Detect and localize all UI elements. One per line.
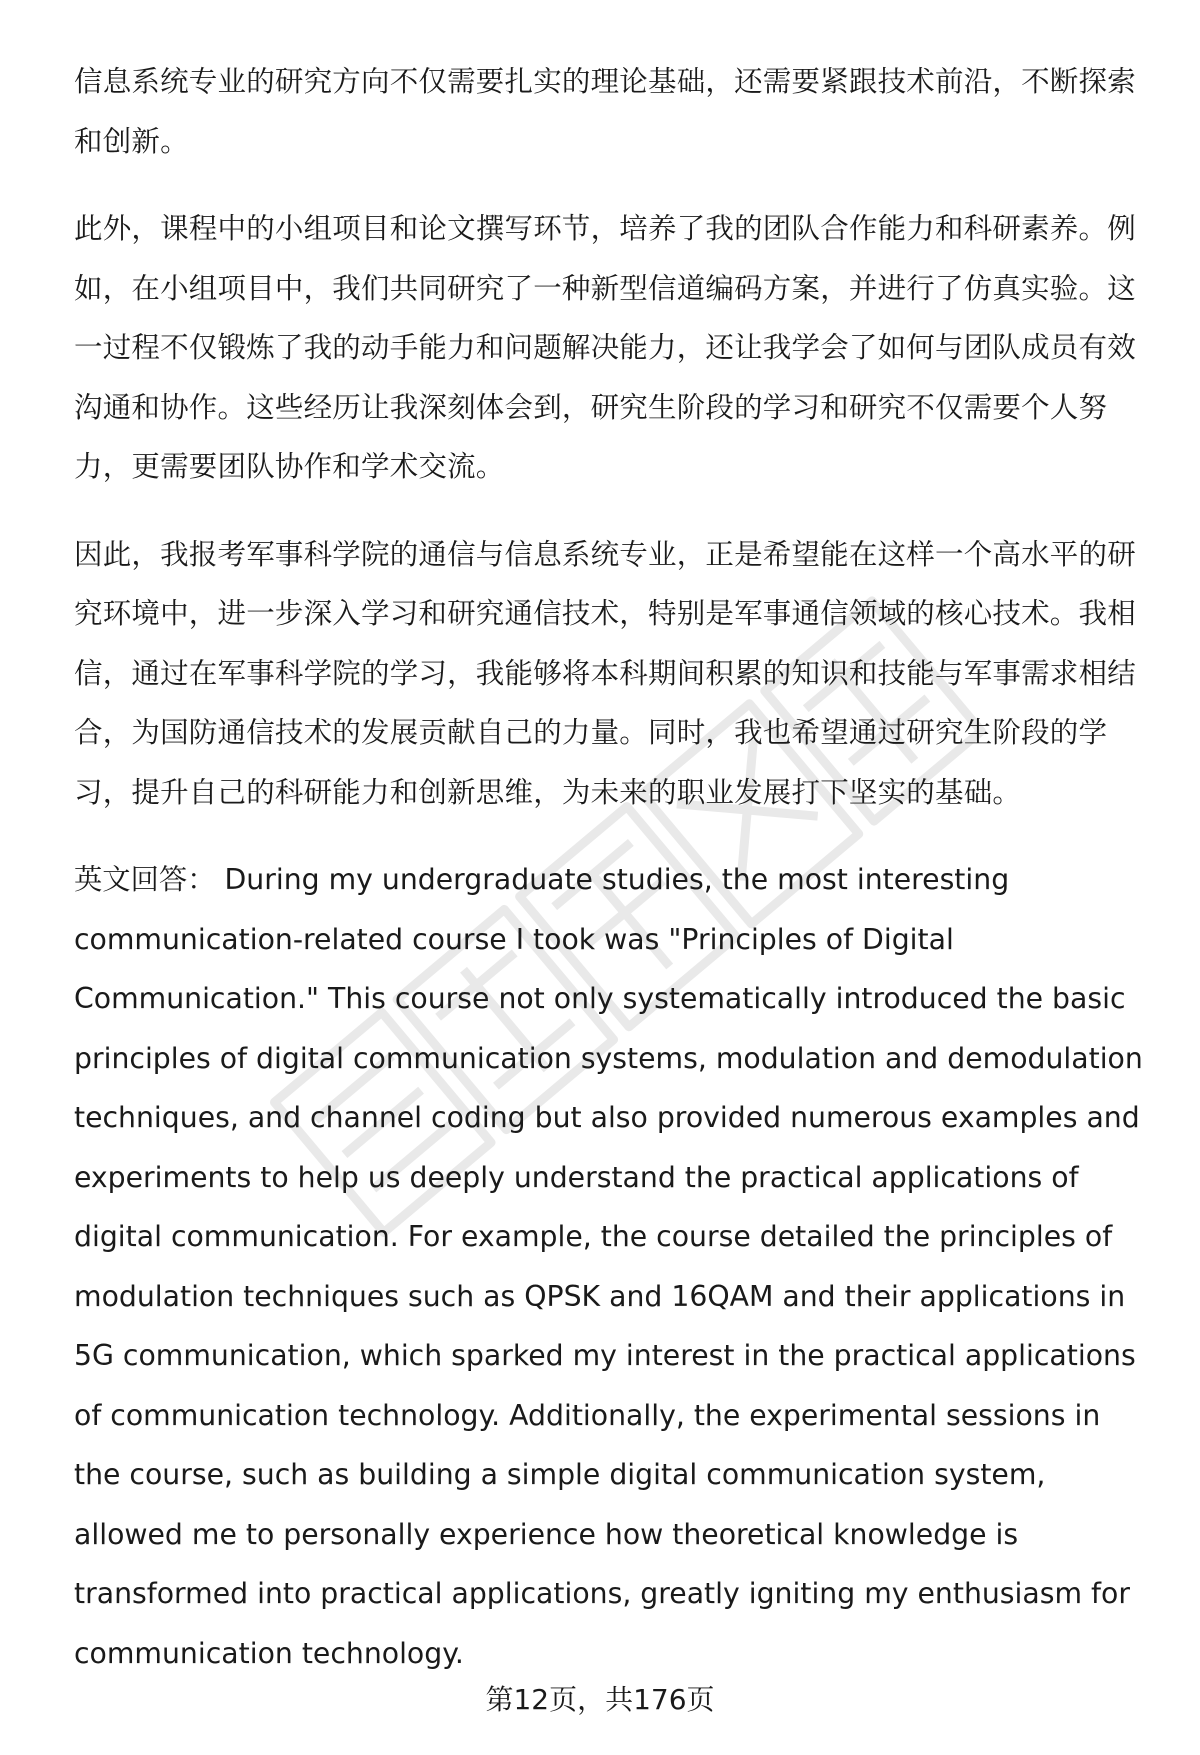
paragraph-2: 此外，课程中的小组项目和论文撰写环节，培养了我的团队合作能力和科研素养。例如，在小组项目中，我们共同研究了一种新型信道编码方案，并进行了仿真实验。这一过程不仅锻炼了我的动手能力和问题解决能力，还让我学会了如何与团队成员有效沟通和协作。这些经历让我深刻体会到，研究生阶段的学习和研究不仅需要个人努力，更需要团队协作和学术交流。	[74, 212, 1136, 483]
document-body	[74, 52, 1154, 1711]
english-answer-paragraph	[74, 850, 1154, 1683]
english-answer-text: During my undergraduate studies, the most interesting communication-related course I took was "Principles of Digital Communication." This course not only systematically introduced the basic principles of digital communication systems, modulation and demodulation techniques, and channel coding but also provided numerous examples and experiments to help us deeply understand the practical applications of digital communication. For example, the course detailed the principles of modulation techniques such as QPSK and 16QAM and their applications in 5G communication, which sparked my interest in the practical applications of communication technology. Additionally, the experimental sessions in the course, such as building a simple digital communication system, allowed me to personally experience how theoretical knowledge is transformed into practical applications, greatly igniting my enthusiasm for communication technology.	[74, 863, 1143, 1670]
english-answer-label: 英文回答：	[74, 863, 216, 896]
paragraph-3: 因此，我报考军事科学院的通信与信息系统专业，正是希望能在这样一个高水平的研究环境中，进一步深入学习和研究通信技术，特别是军事通信领域的核心技术。我相信，通过在军事科学院的学习，我能够将本科期间积累的知识和技能与军事需求相结合，为国防通信技术的发展贡献自己的力量。同时，我也希望通过研究生阶段的学习，提升自己的科研能力和创新思维，为未来的职业发展打下坚实的基础。	[74, 537, 1136, 809]
page-number: 第12页，共176页	[485, 1683, 715, 1716]
paragraph-1: 信息系统专业的研究方向不仅需要扎实的理论基础，还需要紧跟技术前沿，不断探索和创新。	[74, 65, 1136, 158]
